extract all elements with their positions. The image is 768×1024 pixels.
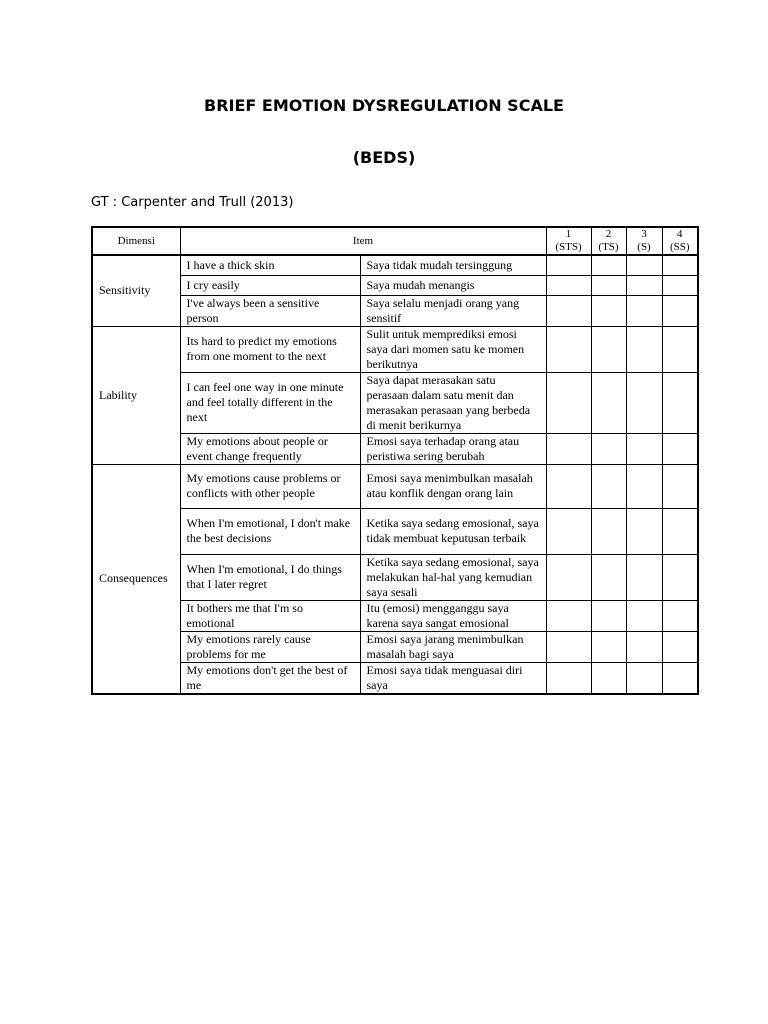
source-citation: GT : Carpenter and Trull (2013) [91, 195, 294, 210]
score-cell-3[interactable] [626, 372, 662, 433]
score-cell-3[interactable] [626, 433, 662, 464]
item-english: When I'm emotional, I don't make the best decisions [180, 508, 360, 554]
table-row [92, 295, 698, 326]
score-cell-2[interactable] [591, 275, 626, 295]
score-cell-1[interactable] [546, 662, 591, 694]
score-cell-4[interactable] [662, 631, 698, 662]
score-cell-3[interactable] [626, 295, 662, 326]
score-cell-2[interactable] [591, 662, 626, 694]
item-indonesian: Emosi saya jarang menimbulkan masalah bagi saya [360, 631, 546, 662]
scale-header-1: 1 (STS) [546, 227, 591, 255]
item-english: I've always been a sensitive person [180, 295, 360, 326]
score-cell-4[interactable] [662, 600, 698, 631]
score-cell-3[interactable] [626, 464, 662, 508]
score-cell-4[interactable] [662, 464, 698, 508]
item-indonesian: Emosi saya menimbulkan masalah atau konflik dengan orang lain [360, 464, 546, 508]
item-indonesian: Saya tidak mudah tersinggung [360, 255, 546, 275]
item-indonesian: Saya dapat merasakan satu perasaan dalam satu menit dan merasakan perasaan yang berbeda di menit berikurnya [360, 372, 546, 433]
score-cell-2[interactable] [591, 631, 626, 662]
score-cell-1[interactable] [546, 631, 591, 662]
score-cell-2[interactable] [591, 464, 626, 508]
table-row [92, 464, 698, 508]
table-row [92, 433, 698, 464]
score-cell-1[interactable] [546, 326, 591, 372]
score-cell-1[interactable] [546, 255, 591, 275]
score-cell-4[interactable] [662, 662, 698, 694]
score-cell-1[interactable] [546, 600, 591, 631]
score-cell-1[interactable] [546, 295, 591, 326]
score-cell-2[interactable] [591, 554, 626, 600]
score-cell-2[interactable] [591, 433, 626, 464]
item-indonesian: Emosi saya terhadap orang atau peristiwa sering berubah [360, 433, 546, 464]
score-cell-3[interactable] [626, 275, 662, 295]
document-title: BRIEF EMOTION DYSREGULATION SCALE [204, 96, 564, 115]
dimension-cell: Lability [92, 326, 180, 464]
table-row [92, 508, 698, 554]
table-row [92, 372, 698, 433]
score-cell-1[interactable] [546, 372, 591, 433]
score-cell-2[interactable] [591, 600, 626, 631]
score-cell-2[interactable] [591, 326, 626, 372]
beds-table [91, 226, 699, 695]
item-english: My emotions cause problems or conflicts with other people [180, 464, 360, 508]
score-cell-4[interactable] [662, 255, 698, 275]
score-cell-3[interactable] [626, 255, 662, 275]
score-cell-4[interactable] [662, 554, 698, 600]
score-cell-2[interactable] [591, 255, 626, 275]
item-english: My emotions rarely cause problems for me [180, 631, 360, 662]
dimension-header: Dimensi [92, 227, 180, 255]
score-cell-4[interactable] [662, 433, 698, 464]
dimension-cell: Sensitivity [92, 255, 180, 326]
item-indonesian: Ketika saya sedang emosional, saya tidak membuat keputusan terbaik [360, 508, 546, 554]
scale-header-2: 2 (TS) [591, 227, 626, 255]
score-cell-2[interactable] [591, 508, 626, 554]
table-row [92, 275, 698, 295]
item-english: It bothers me that I'm so emotional [180, 600, 360, 631]
item-indonesian: Saya selalu menjadi orang yang sensitif [360, 295, 546, 326]
item-indonesian: Sulit untuk memprediksi emosi saya dari momen satu ke momen berikutnya [360, 326, 546, 372]
score-cell-3[interactable] [626, 508, 662, 554]
score-cell-2[interactable] [591, 295, 626, 326]
score-cell-1[interactable] [546, 554, 591, 600]
score-cell-4[interactable] [662, 372, 698, 433]
table-row [92, 662, 698, 694]
item-indonesian: Itu (emosi) mengganggu saya karena saya sangat emosional [360, 600, 546, 631]
item-english: Its hard to predict my emotions from one moment to the next [180, 326, 360, 372]
item-english: When I'm emotional, I do things that I later regret [180, 554, 360, 600]
score-cell-2[interactable] [591, 372, 626, 433]
score-cell-4[interactable] [662, 326, 698, 372]
score-cell-3[interactable] [626, 600, 662, 631]
scale-header-3: 3 (S) [626, 227, 662, 255]
score-cell-4[interactable] [662, 275, 698, 295]
item-english: I can feel one way in one minute and feel totally different in the next [180, 372, 360, 433]
score-cell-1[interactable] [546, 433, 591, 464]
table-row [92, 255, 698, 275]
score-cell-3[interactable] [626, 554, 662, 600]
table-row [92, 554, 698, 600]
dimension-cell: Consequences [92, 464, 180, 694]
item-english: I have a thick skin [180, 255, 360, 275]
table-row [92, 600, 698, 631]
score-cell-1[interactable] [546, 275, 591, 295]
score-cell-1[interactable] [546, 464, 591, 508]
item-indonesian: Saya mudah menangis [360, 275, 546, 295]
table-row [92, 326, 698, 372]
document-abbreviation: (BEDS) [352, 148, 416, 167]
item-english: My emotions about people or event change frequently [180, 433, 360, 464]
table-row [92, 631, 698, 662]
item-english: My emotions don't get the best of me [180, 662, 360, 694]
score-cell-4[interactable] [662, 295, 698, 326]
score-cell-3[interactable] [626, 326, 662, 372]
scale-header-4: 4 (SS) [662, 227, 698, 255]
score-cell-1[interactable] [546, 508, 591, 554]
item-indonesian: Ketika saya sedang emosional, saya melakukan hal-hal yang kemudian saya sesali [360, 554, 546, 600]
score-cell-3[interactable] [626, 662, 662, 694]
item-indonesian: Emosi saya tidak menguasai diri saya [360, 662, 546, 694]
header-row [92, 227, 698, 255]
item-header: Item [180, 227, 546, 255]
score-cell-3[interactable] [626, 631, 662, 662]
item-english: I cry easily [180, 275, 360, 295]
score-cell-4[interactable] [662, 508, 698, 554]
